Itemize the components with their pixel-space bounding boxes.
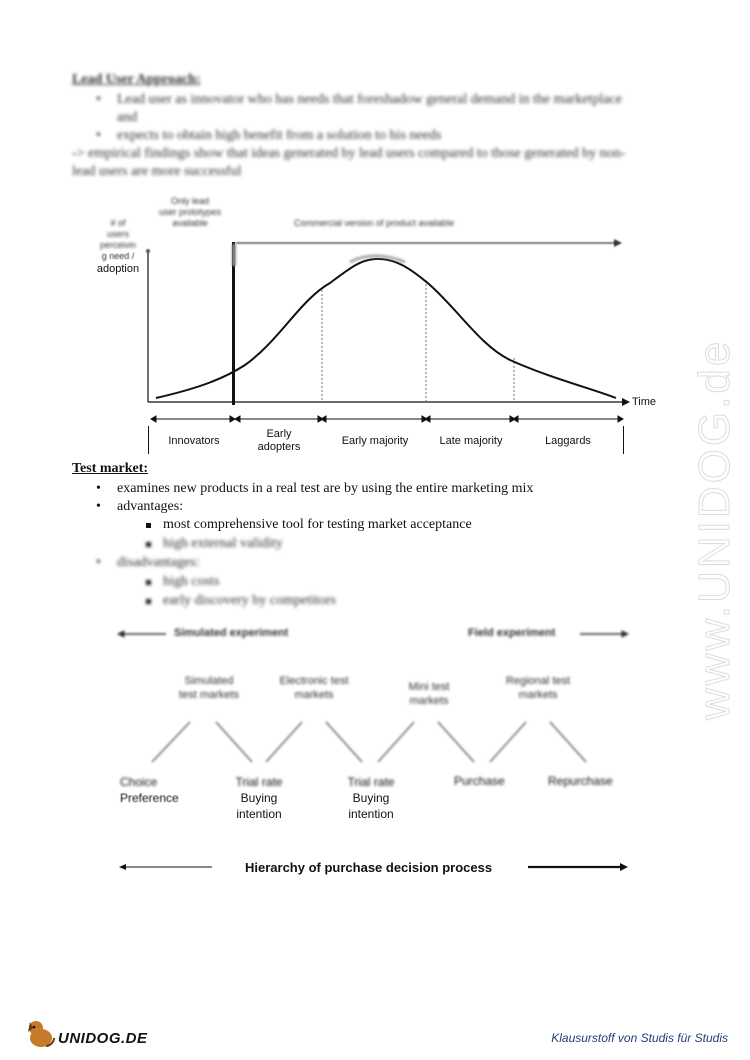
bullet-marker: • — [96, 481, 101, 496]
simulated-experiment-label: Simulated experiment — [174, 627, 289, 639]
adoption-bell-curve — [156, 259, 616, 398]
lead-user-heading: Lead User Approach: — [72, 72, 201, 87]
outcome-trial-rate-1: Trial rate Buying intention — [235, 775, 283, 821]
outcome-trial-rate-2: Trial rate Buying intention — [347, 775, 395, 821]
square-bullet — [146, 580, 151, 585]
disadvantage-1: high costs — [163, 574, 220, 589]
method-simulated: Simulated test markets — [179, 675, 239, 701]
y-axis-label: # of users perceivin g need / adoption — [96, 218, 140, 275]
segment-laggards: Laggards — [545, 435, 591, 447]
method-regional: Regional test markets — [505, 675, 571, 701]
test-market-bullet-3: disadvantages: — [117, 555, 200, 570]
x-axis-arrowhead — [622, 398, 630, 406]
square-bullet — [146, 523, 151, 528]
segment-innovators: Innovators — [168, 435, 220, 447]
bullet-marker: • — [96, 128, 101, 143]
advantage-2: high external validity — [163, 536, 283, 551]
lead-user-bullet-1: Lead user as innovator who has needs that foreshadow general demand in the marketplace — [117, 92, 622, 107]
field-experiment-label: Field experiment — [468, 627, 556, 639]
outcome-repurchase: Repurchase — [548, 774, 613, 788]
bullet-marker: • — [96, 499, 101, 514]
square-bullet — [146, 542, 151, 547]
segment-arrows — [151, 416, 623, 422]
lead-user-conclusion-1: -> empirical findings show that ideas generated by lead users compared to those generated by non- — [72, 146, 626, 161]
lead-user-bullet-2: expects to obtain high benefit from a solution to his needs — [117, 128, 442, 143]
watermark-text: www.UNIDOG.de — [690, 338, 739, 720]
bullet-marker: • — [96, 555, 101, 570]
footer-tagline: Klausurstoff von Studis für Studis — [551, 1031, 728, 1045]
method-electronic: Electronic test markets — [279, 675, 349, 701]
advantage-1: most comprehensive tool for testing market acceptance — [163, 517, 472, 532]
test-market-bullet-1: examines new products in a real test are by using the entire marketing mix — [117, 481, 534, 496]
disadvantage-2: early discovery by competitors — [163, 593, 337, 608]
connector-lines — [152, 722, 586, 762]
segment-frame — [148, 426, 624, 454]
hierarchy-label: Hierarchy of purchase decision process — [245, 860, 493, 875]
segment-early-adopters: Early adopters — [257, 428, 301, 453]
dog-logo-icon — [24, 1016, 58, 1050]
test-market-heading: Test market: — [72, 461, 149, 476]
lead-user-bullet-1-cont: and — [117, 110, 138, 125]
only-lead-label: Only lead user prototypes available — [158, 196, 222, 228]
lead-user-boundary-line — [232, 242, 235, 405]
method-mini: Mini test markets — [408, 681, 450, 707]
outcome-choice-preference: Choice Preference — [120, 775, 179, 805]
outcome-purchase: Purchase — [454, 774, 505, 788]
hierarchy-diagram — [0, 600, 750, 890]
segment-late-majority: Late majority — [439, 435, 503, 447]
x-axis-label: Time — [632, 396, 657, 408]
lead-user-conclusion-2: lead users are more successful — [72, 164, 242, 179]
commercial-arrow — [236, 239, 622, 247]
unidog-logo-text: UNIDOG.DE — [58, 1030, 148, 1047]
segment-early-majority: Early majority — [341, 435, 409, 447]
commercial-label: Commercial version of product available — [294, 218, 455, 228]
test-market-bullet-2: advantages: — [117, 499, 184, 514]
bullet-marker: • — [96, 92, 101, 107]
